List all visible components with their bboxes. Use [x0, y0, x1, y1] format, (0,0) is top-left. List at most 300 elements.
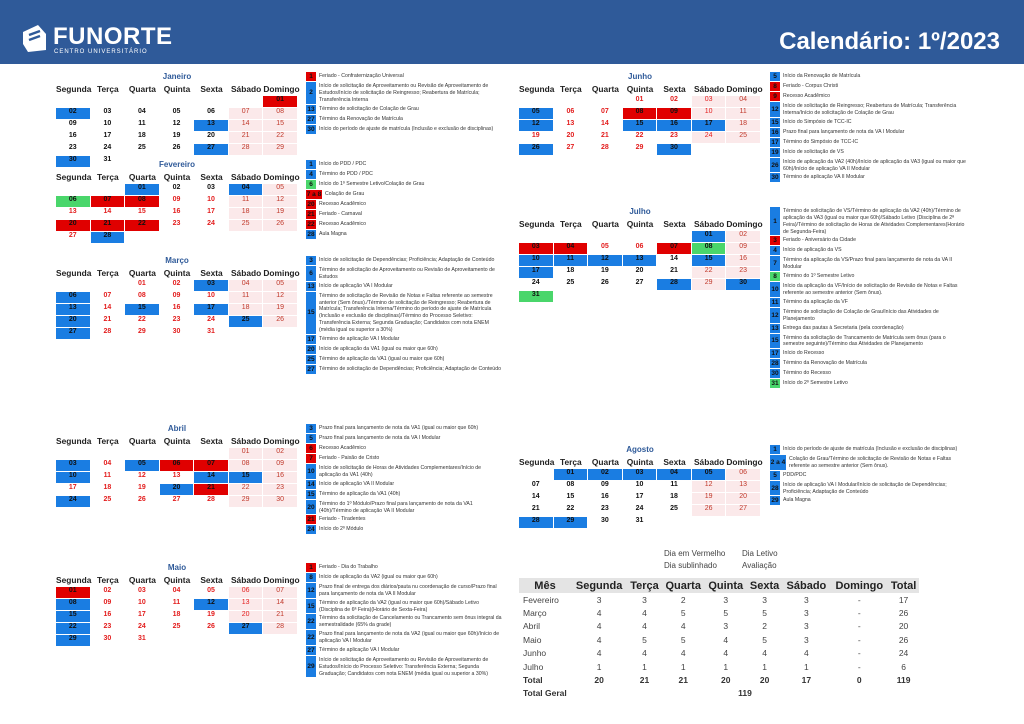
legend-day-badge: 16	[771, 128, 779, 136]
week-row	[519, 481, 761, 493]
weekday-header	[519, 82, 761, 96]
day-cell: 01	[623, 96, 658, 108]
totals-grand-row	[519, 687, 919, 700]
day-cell: 08	[623, 108, 658, 120]
day-cell: 18	[160, 611, 195, 623]
legend-item	[306, 500, 502, 515]
day-cell: 04	[229, 184, 264, 196]
legend-day-badge: 8	[306, 573, 316, 582]
totals-cell: 21	[639, 675, 650, 686]
legend-day-badge: 17	[771, 350, 779, 358]
day-cell: 17	[194, 208, 229, 220]
day-cell: 29	[263, 144, 298, 156]
day-cell: 04	[229, 280, 264, 292]
legend-item	[770, 256, 966, 271]
legend-text: Início do 2º Módulo	[319, 526, 364, 533]
day-cell: 16	[91, 611, 126, 623]
legend-text: Término da Renovação de Matrícula	[783, 360, 867, 367]
totals-cell: 20	[721, 675, 731, 686]
weekday-label: Quinta	[626, 219, 654, 229]
legend-day-badge: 1	[770, 207, 780, 235]
legend-day-badge: 27	[307, 115, 315, 123]
empty-cell	[194, 635, 229, 647]
weekday-label: Sexta	[200, 268, 223, 278]
day-cell: 17	[692, 120, 727, 132]
totals-cell: 3	[804, 608, 809, 619]
legend-day-badge: 26	[770, 158, 780, 173]
day-cell: 25	[91, 496, 126, 508]
weekday-label: Quinta	[163, 575, 191, 585]
legend-text: Início do período de ajuste de matrícula (Inclusão e exclusão de disciplinas)	[319, 125, 494, 132]
legend-text: Início do 1º Semestre Letivo/Colação de Grau	[319, 181, 425, 187]
weekday-header	[56, 266, 298, 280]
legend-item	[770, 481, 966, 496]
week-row	[56, 292, 298, 304]
legend-day-badge: 7	[770, 256, 780, 271]
day-cell: 04	[554, 243, 589, 255]
legend-day-badge: 15	[306, 599, 316, 614]
day-cell: 29	[623, 144, 658, 156]
legend-item	[306, 573, 502, 582]
empty-cell	[56, 184, 91, 196]
day-cell: 17	[194, 304, 229, 316]
week-row	[519, 505, 761, 517]
day-cell: 20	[726, 493, 761, 505]
legend-item	[306, 200, 502, 209]
empty-cell	[194, 96, 229, 108]
day-cell: 03	[125, 587, 160, 599]
weekday-label: Terça	[96, 436, 119, 446]
empty-cell	[91, 184, 126, 196]
weekday-label: Terça	[96, 268, 119, 278]
totals-table	[519, 578, 919, 700]
day-cell: 24	[519, 279, 554, 291]
weekday-label: Terça	[96, 172, 119, 182]
legend-text: Início do período de ajuste de matrícula (Inclusão e exclusão de disciplinas)	[783, 446, 958, 452]
legend-day-badge: 8	[770, 82, 780, 91]
legend-item	[770, 379, 966, 388]
day-cell: 27	[623, 279, 658, 291]
day-cell: 30	[56, 156, 91, 168]
key-red-value: Dia Letivo	[742, 549, 778, 558]
day-cell: 23	[91, 623, 126, 635]
day-cell: 10	[56, 472, 91, 484]
legend-text: Início de aplicação da VA1 (igual ou maior que 60h)	[319, 345, 438, 352]
day-cell: 19	[194, 611, 229, 623]
month-title: Janeiro	[162, 72, 192, 81]
day-cell: 14	[91, 208, 126, 220]
day-cell: 09	[588, 481, 623, 493]
legend-item	[306, 490, 502, 499]
legend-day-badge: 7 a 8	[306, 191, 322, 198]
legend-day-badge: 13	[307, 282, 315, 290]
legend-day-badge: 10	[770, 282, 780, 297]
day-cell: 02	[160, 184, 195, 196]
day-cell: 12	[160, 120, 195, 132]
day-cell: 13	[229, 599, 264, 611]
legend-text: Início de solicitação de Dependências; Proficiência; Adaptação de Conteúdo	[319, 257, 495, 263]
day-cell: 28	[229, 144, 264, 156]
empty-cell	[554, 291, 589, 303]
day-cell: 24	[194, 316, 229, 328]
day-cell: 17	[519, 267, 554, 279]
totals-cell: 3	[804, 594, 809, 605]
legend-text: Início de aplicação VA II Modular	[319, 480, 395, 487]
week-row	[56, 280, 298, 292]
legend-text: Término do Recesso	[783, 370, 831, 377]
calendar-janeiro	[56, 72, 298, 168]
legend-text: Término do Simpósio de TCC-IC	[783, 138, 859, 145]
empty-cell	[692, 517, 727, 529]
legend-text: Feriado - Aniversário da Cidade	[783, 237, 856, 244]
legend-item	[306, 190, 502, 199]
totals-cell: 20	[898, 621, 909, 632]
legend-day-badge: 24	[307, 526, 315, 534]
legend-text: Término da solicitação de Cancelamento ou Trancamento sem ônus integral da semestralidade (65% da grade)	[319, 615, 502, 629]
day-cell: 07	[588, 108, 623, 120]
day-cell: 03	[56, 460, 91, 472]
day-cell: 01	[554, 469, 589, 481]
legend-text: Término da Renovação de Matrícula	[319, 115, 403, 122]
legend-day-badge: 3	[306, 256, 316, 265]
weekday-label: Quinta	[163, 436, 191, 446]
weekday-label: Quinta	[163, 84, 191, 94]
legend-text: Aula Magna	[319, 231, 347, 237]
day-cell: 18	[657, 493, 692, 505]
legend-item	[770, 236, 966, 245]
legend-janeiro	[306, 72, 502, 135]
totals-header: Quarta	[662, 578, 705, 593]
calendar-maio	[56, 563, 298, 647]
day-cell: 20	[554, 132, 589, 144]
legend-day-badge: 2 a 4	[770, 455, 786, 470]
legend-text: Início de solicitação de Aproveitamento ou Revisão de Aproveitamento de Estudos/Início do Processo Seletivo: Transferência Externa; Segunda Graduação; Candidatos com nota ENEM (média igual ou superior a 30%)	[319, 656, 489, 677]
day-cell: 02	[726, 231, 761, 243]
legend-item	[306, 434, 502, 443]
day-cell: 15	[125, 208, 160, 220]
weekday-label: Segunda	[56, 172, 92, 182]
legend-day-badge: 30	[771, 174, 779, 182]
legend-item	[306, 180, 502, 189]
legend-item	[306, 614, 502, 629]
legend-day-badge: 4	[770, 246, 780, 255]
day-cell: 17	[623, 493, 658, 505]
week-row	[56, 144, 298, 156]
legend-text: Recesso Acadêmico	[319, 445, 366, 451]
day-cell: 14	[657, 255, 692, 267]
month-title: Junho	[628, 72, 652, 81]
day-cell: 23	[56, 144, 91, 156]
legend-day-badge: 10	[306, 464, 316, 479]
day-cell: 11	[229, 196, 264, 208]
legend-item	[306, 125, 502, 134]
day-cell: 05	[588, 243, 623, 255]
legend-item	[306, 292, 502, 334]
legend-item	[306, 335, 502, 344]
day-cell: 05	[263, 184, 298, 196]
day-cell: 01	[125, 280, 160, 292]
legend-text: Início da aplicação da VF/Início de solicitação de Revisão de Notas e Faltas referente ao semestre anterior (Sem ônus).	[783, 283, 958, 297]
legend-item	[770, 272, 966, 281]
day-cell: 30	[91, 635, 126, 647]
legend-text: Colação de Grau/Término de solicitação de Revisão de Notas e Faltas referente ao semestre anterior (Sem ônus).	[789, 456, 952, 469]
weekday-label: Sábado	[230, 268, 262, 278]
legend-text: Início de aplicação da VA2 (igual ou maior que 60h)	[319, 574, 438, 580]
day-cell: 14	[588, 120, 623, 132]
legend-text: Feriado - Tiradentes	[319, 516, 366, 523]
day-cell: 14	[194, 472, 229, 484]
key-underline-label: Dia sublinhado	[664, 561, 717, 570]
totals-row	[519, 660, 919, 673]
day-cell: 20	[56, 220, 91, 232]
totals-cell: 119	[896, 675, 911, 686]
totals-cell: Abril	[523, 621, 541, 632]
totals-cell: 1	[642, 661, 647, 672]
week-row	[519, 132, 761, 144]
day-cell: 03	[91, 108, 126, 120]
legend-text: Prazo final de entrega dos diários/pauta nu coordenação de curso/Prazo final para lançamento de nota da VA II Modular	[319, 584, 497, 597]
legend-day-badge: 3	[306, 424, 316, 433]
weekday-label: Quarta	[591, 457, 619, 467]
legend-fevereiro	[306, 160, 502, 240]
legend-day-badge: 15	[306, 292, 316, 334]
legend-item	[306, 444, 502, 453]
legend-item	[306, 480, 502, 489]
day-cell: 03	[194, 280, 229, 292]
day-cell: 30	[588, 517, 623, 529]
totals-cell: 20	[759, 675, 770, 686]
day-cell: 08	[125, 196, 160, 208]
legend-maio	[306, 563, 502, 678]
legend-text: Início de solicitação de Aproveitamento ou Revisão de Aproveitamento de Estudos/Início de solicitação de Reingresso; Reabertura de Matrícula; Transferência Interna	[319, 83, 489, 103]
day-cell: 30	[263, 496, 298, 508]
legend-text: Início do Simpósio de TCC-IC	[783, 118, 852, 125]
weekday-label: Segunda	[56, 436, 92, 446]
totals-cell: 26	[898, 608, 909, 619]
legend-text: Prazo final para lançamento de nota da VA1 (igual ou maior que 60h)	[319, 425, 479, 431]
weekday-label: Domingo	[263, 436, 300, 446]
day-cell: 20	[229, 611, 264, 623]
day-cell: 10	[194, 292, 229, 304]
legend-day-badge: 4	[306, 170, 316, 179]
empty-cell	[692, 291, 727, 303]
legend-item	[306, 345, 502, 354]
day-cell: 25	[125, 144, 160, 156]
empty-cell	[519, 469, 554, 481]
day-cell: 27	[229, 623, 264, 635]
week-row	[519, 267, 761, 279]
calendar-abril	[56, 424, 298, 508]
day-cell: 21	[91, 220, 126, 232]
totals-header: Domingo	[830, 578, 888, 593]
legend-day-badge: 8	[770, 272, 780, 281]
day-cell: 07	[91, 292, 126, 304]
empty-cell	[263, 635, 298, 647]
totals-cell: -	[857, 608, 861, 619]
empty-cell	[229, 328, 264, 340]
day-cell: 28	[263, 623, 298, 635]
weekday-label: Terça	[96, 575, 119, 585]
legend-day-badge: 3	[770, 236, 780, 245]
legend-day-badge: 27	[307, 365, 315, 373]
legend-item	[770, 128, 966, 137]
day-cell: 11	[229, 292, 264, 304]
month-title: Março	[165, 256, 189, 265]
empty-cell	[623, 291, 658, 303]
empty-cell	[229, 635, 264, 647]
legend-text: Início do PDD / PDC	[319, 161, 367, 167]
legend-text: Término de solicitação de Revisão de Notas e Faltas referente ao semestre anterior (Sem ônus)./Término de solicitação de Reingresso; Reabertura de Matrícula; Transferência Interna/Término do período de ajuste de Matrícula (Inclusão e exclusão de disciplinas)/Término do Processo Seletivo: Transferência Externa; Segunda Graduação; Candidatos com nota ENEM (média igual ou superior a 30%)	[319, 292, 493, 334]
day-cell: 28	[91, 232, 126, 244]
empty-cell	[657, 517, 692, 529]
legend-item	[770, 148, 966, 157]
day-cell: 13	[56, 304, 91, 316]
totals-header: Sábado	[782, 578, 830, 593]
legend-day-badge: 14	[307, 480, 315, 488]
legend-text: Prazo final para lançamento de nota da VA2 (igual ou maior que 60h)/Início de aplicação VA I Modular	[319, 631, 500, 645]
weekday-label: Sábado	[230, 172, 262, 182]
day-cell: 29	[125, 328, 160, 340]
day-cell: 28	[91, 328, 126, 340]
day-cell: 13	[56, 208, 91, 220]
empty-cell	[125, 448, 160, 460]
day-cell: 24	[194, 220, 229, 232]
empty-cell	[519, 231, 554, 243]
week-row	[519, 96, 761, 108]
weekday-header	[56, 573, 298, 587]
day-cell: 30	[726, 279, 761, 291]
week-row	[56, 96, 298, 108]
week-row	[56, 184, 298, 196]
week-row	[519, 517, 761, 529]
legend-day-badge: 6	[306, 444, 316, 453]
totals-sum-row	[519, 673, 919, 686]
empty-cell	[160, 448, 195, 460]
day-cell: 27	[160, 496, 195, 508]
totals-cell: 4	[642, 621, 647, 632]
weekday-label: Sexta	[200, 436, 223, 446]
weekday-header	[56, 170, 298, 184]
legend-item	[770, 349, 966, 358]
day-cell: 18	[125, 132, 160, 144]
day-cell: 23	[588, 505, 623, 517]
legend-item	[306, 583, 502, 598]
weekday-label: Quarta	[591, 84, 619, 94]
legend-item	[770, 158, 966, 173]
day-cell: 22	[229, 484, 264, 496]
week-row	[519, 144, 761, 156]
week-row	[56, 304, 298, 316]
day-cell: 08	[554, 481, 589, 493]
day-cell: 28	[588, 144, 623, 156]
totals-cell: 5	[642, 634, 647, 645]
legend-text: Prazo final para lançamento de nota da VA I Modular	[783, 128, 905, 135]
day-cell: 22	[125, 316, 160, 328]
legend-text: Término de aplicação da VA2 (igual ou maior que 60h)/Sábado Letivo (Disciplina de 6ª Feira)(Horário de Sexta-Feira)	[319, 599, 479, 613]
weekday-label: Domingo	[263, 268, 300, 278]
weekday-label: Segunda	[519, 84, 555, 94]
totals-cell: 20	[594, 675, 604, 686]
legend-text: Início de solicitação de Horas de Atividades Complementares/Início de aplicação da VA1 (40h)	[319, 465, 482, 478]
totals-row	[519, 647, 919, 660]
day-cell: 23	[657, 132, 692, 144]
totals-cell: 4	[723, 634, 729, 645]
day-cell: 25	[229, 316, 264, 328]
totals-header: Segunda	[571, 578, 627, 593]
day-cell: 13	[160, 472, 195, 484]
week-row	[56, 208, 298, 220]
legend-item	[306, 220, 502, 229]
day-cell: 14	[519, 493, 554, 505]
day-cell: 08	[263, 108, 298, 120]
totals-cell: 1	[723, 661, 729, 672]
legend-text: Feriado - Confraternização Universal	[319, 73, 404, 79]
empty-cell	[554, 231, 589, 243]
day-cell: 12	[263, 196, 298, 208]
day-cell: 15	[692, 255, 727, 267]
day-cell: 24	[623, 505, 658, 517]
legend-item	[770, 246, 966, 255]
weekday-label: Segunda	[519, 219, 555, 229]
day-cell: 20	[56, 316, 91, 328]
legend-item	[770, 308, 966, 323]
day-cell: 16	[263, 472, 298, 484]
totals-cell: 5	[680, 608, 686, 619]
day-cell: 12	[125, 472, 160, 484]
day-cell: 04	[125, 108, 160, 120]
day-cell: 01	[56, 587, 91, 599]
legend-text: Início da Renovação de Matrícula	[783, 73, 861, 79]
day-cell: 30	[160, 328, 195, 340]
totals-row	[519, 606, 919, 619]
day-cell: 27	[56, 232, 91, 244]
day-cell: 09	[160, 292, 195, 304]
day-cell: 19	[263, 208, 298, 220]
day-cell: 24	[56, 496, 91, 508]
totals-header: Sexta	[747, 578, 783, 593]
totals-cell: 3	[804, 621, 809, 632]
legend-day-badge: 12	[770, 308, 780, 323]
empty-cell	[160, 635, 195, 647]
week-row	[56, 328, 298, 340]
legend-item	[306, 210, 502, 219]
empty-cell	[588, 291, 623, 303]
totals-cell: Total	[523, 675, 543, 686]
day-cell: 28	[657, 279, 692, 291]
key-red-label: Dia em Vermelho	[664, 549, 726, 558]
week-row	[519, 291, 761, 303]
calendar-julho	[519, 207, 761, 303]
weekday-label: Quinta	[626, 457, 654, 467]
legend-day-badge: 22	[307, 221, 315, 228]
day-cell: 20	[194, 132, 229, 144]
day-cell: 27	[554, 144, 589, 156]
day-cell: 18	[554, 267, 589, 279]
legend-item	[306, 646, 502, 655]
totals-cell: Junho	[523, 648, 547, 659]
empty-cell	[194, 448, 229, 460]
legend-item	[770, 173, 966, 182]
day-cell: 08	[125, 292, 160, 304]
day-cell: 22	[263, 132, 298, 144]
weekday-header	[56, 82, 298, 96]
legend-março	[306, 256, 502, 375]
legend-item	[306, 105, 502, 114]
legend-day-badge: 17	[307, 335, 315, 343]
week-row	[56, 316, 298, 328]
totals-header-row	[519, 578, 919, 593]
totals-cell: 21	[678, 675, 688, 686]
